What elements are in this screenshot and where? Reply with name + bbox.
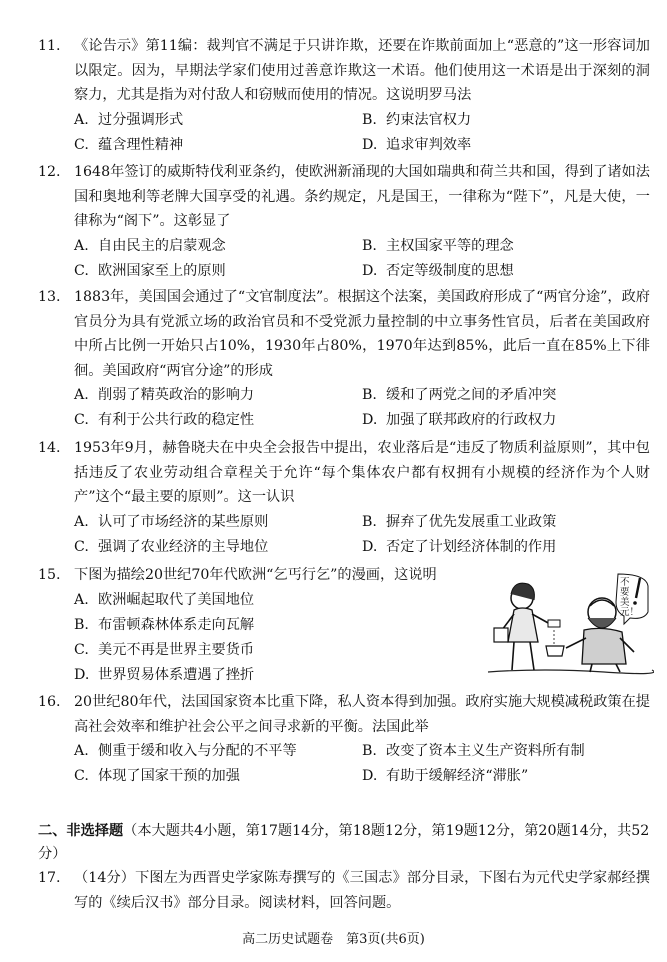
question-stem: 下图为描绘20世纪70年代欧洲“乞丐行乞”的漫画，这说明 — [74, 567, 437, 583]
options — [74, 739, 650, 789]
option-d[interactable]: D. 否定了计划经济体制的作用 — [362, 538, 557, 555]
section-description: （本大题共4小题，第17题14分，第18题12分，第19题12分，第20题14分，共52分） — [38, 823, 650, 862]
option-a[interactable]: A. 认可了市场经济的某些原则 — [74, 513, 269, 530]
question-stem: 20世纪80年代，法国国家资本比重下降，私人资本得到加强。政府实施大规模减税政策在提高社会效率和维护社会公平之间寻求新的平衡。法国此举 — [74, 694, 650, 735]
question-number: 13. — [38, 289, 61, 305]
option-d[interactable]: D. 否定等级制度的思想 — [362, 262, 514, 279]
question-number: 15. — [38, 567, 61, 583]
question-number: 16. — [38, 694, 61, 710]
option-b[interactable]: B. 主权国家平等的理念 — [362, 237, 514, 254]
page-footer: 高二历史试题卷 第3页(共6页) — [242, 932, 425, 947]
option-d[interactable]: D. 有助于缓解经济“滞胀” — [362, 768, 529, 785]
beggar-cartoon-image — [484, 572, 654, 680]
option-b[interactable]: B. 约束法官权力 — [362, 111, 472, 128]
question-stem: 1648年签订的威斯特伐利亚条约，使欧洲新涌现的大国如瑞典和荷兰共和国，得到了诸如法国和奥地利等老牌大国享受的礼遇。条约规定，凡是国王，一律称为“陛下”，凡是大使，一律称为“阁下”。这彰显了 — [74, 164, 650, 229]
option-c[interactable]: C. 美元不再是世界主要货币 — [74, 641, 255, 658]
question-stem: 1883年，美国国会通过了“文官制度法”。根据这个法案，美国政府形成了“两官分途”，政府官员分为具有党派立场的政治官员和不受党派力量控制的中立事务性官员，后者在美国政府中所占比例一开始只占10%，1930年占80%，1970年达到85%，此后一直在85%上下徘徊。美国政府“两官分途”的形成 — [74, 289, 650, 379]
option-d[interactable]: D. 追求审判效率 — [362, 136, 472, 153]
options — [74, 383, 650, 433]
options — [74, 234, 650, 284]
section-heading — [38, 820, 650, 866]
question-11 — [38, 34, 650, 158]
option-a[interactable]: A. 过分强调形式 — [74, 111, 184, 128]
question-stem: 1953年9月，赫鲁晓夫在中央全会报告中提出，农业落后是“违反了物质利益原则”，其中包括违反了农业劳动组合章程关于允许“每个集体农户都有权拥有小规模的经济作为个人财产”这个“最主要的原则”。这一认识 — [74, 440, 650, 505]
question-stem: 《论告示》第11编：裁判官不满足于只讲诈欺，还要在诈欺前面加上“恶意的”这一形容词加以限定。因为，早期法学家们使用过善意诈欺这一术语。他们使用这一术语是出于深刻的洞察力，尤其是指为对付敌人和窃贼而使用的情况。这说明罗马法 — [74, 38, 650, 103]
option-b[interactable]: B. 摒弃了优先发展重工业政策 — [362, 513, 557, 530]
option-c[interactable]: C. 蕴含理性精神 — [74, 136, 184, 153]
option-a[interactable]: A. 削弱了精英政治的影响力 — [74, 387, 255, 404]
option-c[interactable]: C. 强调了农业经济的主导地位 — [74, 538, 269, 555]
question-number: 12. — [38, 164, 61, 180]
speech-bubble-text: 不要美元！ — [620, 577, 640, 618]
options — [74, 510, 650, 560]
question-16 — [38, 690, 650, 789]
question-number: 11. — [38, 38, 61, 54]
question-14 — [38, 436, 650, 560]
option-a[interactable]: A. 自由民主的启蒙观念 — [74, 237, 226, 254]
option-d[interactable]: D. 加强了联邦政府的行政权力 — [362, 412, 557, 429]
question-12 — [38, 160, 650, 284]
option-c[interactable]: C. 欧洲国家至上的原则 — [74, 262, 226, 279]
option-b[interactable]: B. 缓和了两党之间的矛盾冲突 — [362, 387, 557, 404]
option-c[interactable]: C. 体现了国家干预的加强 — [74, 768, 240, 785]
question-stem: （14分）下图左为西晋史学家陈寿撰写的《三国志》部分目录，下图右为元代史学家郝经撰写的《续后汉书》部分目录。阅读材料，回答问题。 — [74, 870, 650, 911]
option-a[interactable]: A. 侧重于缓和收入与分配的不平等 — [74, 743, 297, 760]
option-c[interactable]: C. 有利于公共行政的稳定性 — [74, 412, 255, 429]
option-b[interactable]: B. 改变了资本主义生产资料所有制 — [362, 743, 585, 760]
options — [74, 108, 650, 158]
option-d[interactable]: D. 世界贸易体系遭遇了挫折 — [74, 666, 255, 683]
question-number: 17. — [38, 870, 61, 886]
option-a[interactable]: A. 欧洲崛起取代了美国地位 — [74, 591, 255, 608]
question-13 — [38, 285, 650, 433]
section-title: 二、非选择题 — [38, 823, 124, 839]
question-17 — [38, 866, 650, 915]
option-b[interactable]: B. 布雷顿森林体系走向瓦解 — [74, 616, 255, 633]
question-number: 14. — [38, 440, 61, 456]
